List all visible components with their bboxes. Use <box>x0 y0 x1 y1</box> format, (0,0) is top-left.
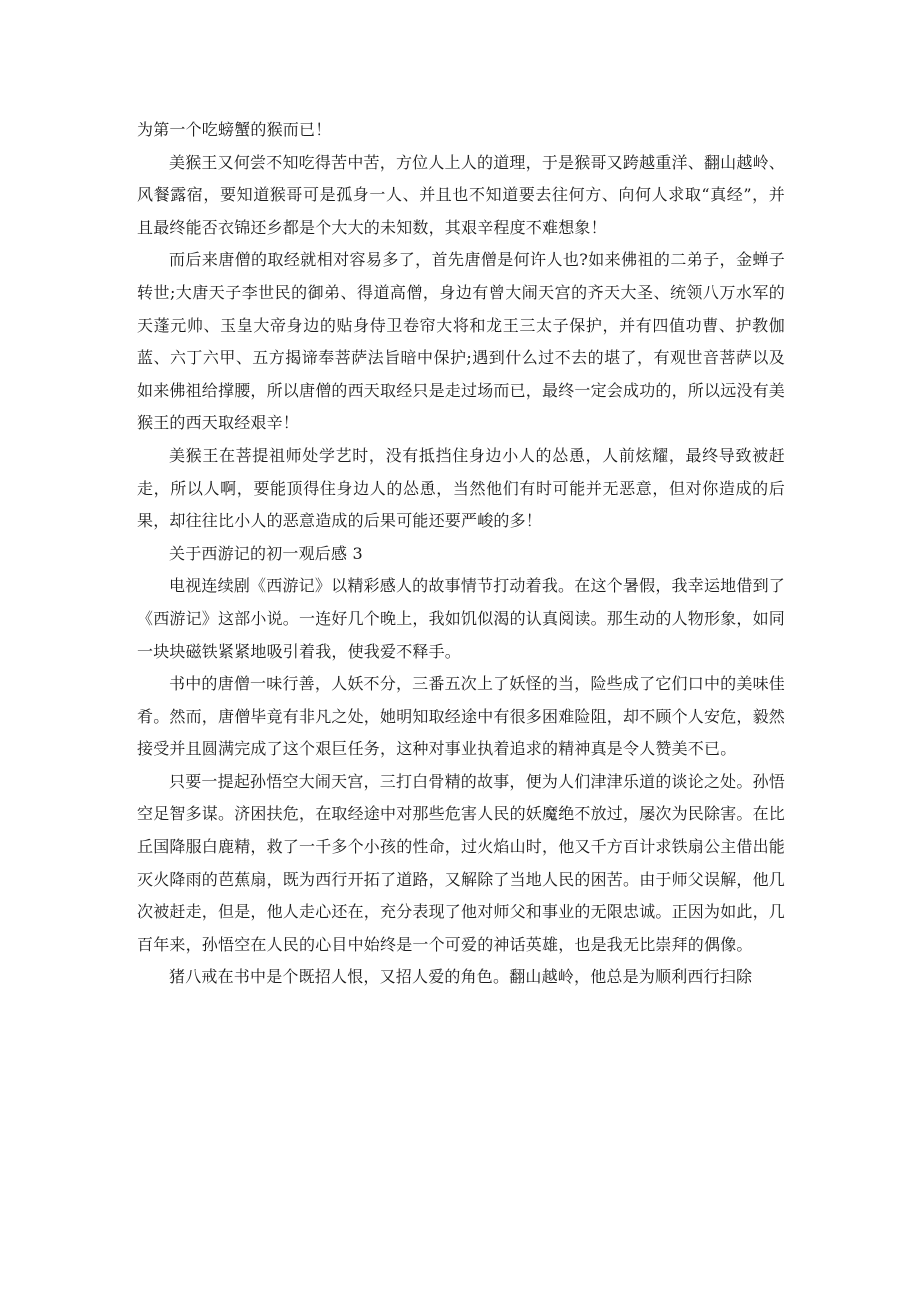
section-heading: 关于西游记的初一观后感 3 <box>169 543 363 563</box>
paragraph: 猪八戒在书中是个既招人恨，又招人爱的角色。翻山越岭，他总是为顺利西行扫除 <box>169 967 753 987</box>
paragraph: 美猴王又何尝不知吃得苦中苦，方位人上人的道理，于是猴哥又跨越重洋、翻山越岭、风餐露宿，要知道猴哥可是孤身一人、并且也不知道要去往何方、向何人求取“真经”，并且最终能否衣锦还乡都是个大大的未知数，其艰辛程度不难想象！ <box>137 152 785 237</box>
document-body <box>137 114 785 994</box>
paragraph: 只要一提起孙悟空大闹天宫，三打白骨精的故事，便为人们津津乐道的谈论之处。孙悟空足智多谋。济困扶危，在取经途中对那些危害人民的妖魔绝不放过，屡次为民除害。在比丘国降服白鹿精，救了一千多个小孩的性命，过火焰山时，他又千方百计求铁扇公主借出能灭火降雨的芭蕉扇，既为西行开拓了道路，又解除了当地人民的困苦。由于师父误解，他几次被赶走，但是，他人走心还在，充分表现了他对师父和事业的无限忠诚。正因为如此，几百年来，孙悟空在人民的心目中始终是一个可爱的神话英雄，也是我无比崇拜的偶像。 <box>137 771 786 954</box>
paragraph: 为第一个吃螃蟹的猴而已！ <box>137 120 332 139</box>
paragraph: 电视连续剧《西游记》以精彩感人的故事情节打动着我。在这个暑假，我幸运地借到了《西游记》这部小说。一连好几个晚上，我如饥似渴的认真阅读。那生动的人物形象，如同一块块磁铁紧紧地吸引着我，使我爱不释手。 <box>137 576 786 661</box>
paragraph: 书中的唐僧一味行善，人妖不分，三番五次上了妖怪的当，险些成了它们口中的美味佳肴。然而，唐僧毕竟有非凡之处，她明知取经途中有很多困难险阻，却不顾个人安危，毅然接受并且圆满完成了这个艰巨任务，这种对事业执着追求的精神真是令人赞美不已。 <box>137 674 786 759</box>
paragraph: 而后来唐僧的取经就相对容易多了，首先唐僧是何许人也?如来佛祖的二弟子，金蝉子转世;大唐天子李世民的御弟、得道高僧，身边有曾大闹天宫的齐天大圣、统领八万水军的天蓬元帅、玉皇大帝身边的贴身侍卫卷帘大将和龙王三太子保护，并有四值功曹、护教伽蓝、六丁六甲、五方揭谛奉菩萨法旨暗中保护;遇到什么过不去的堪了，有观世音菩萨以及如来佛祖给撑腰，所以唐僧的西天取经只是走过场而已，最终一定会成功的，所以远没有美猴王的西天取经艰辛！ <box>137 250 786 433</box>
paragraph: 美猴王在菩提祖师处学艺时，没有抵挡住身边小人的怂恿，人前炫耀，最终导致被赶走，所以人啊，要能顶得住身边人的怂恿，当然他们有时可能并无恶意，但对你造成的后果，却往往比小人的恶意造成的后果可能还要严峻的多！ <box>137 445 785 531</box>
